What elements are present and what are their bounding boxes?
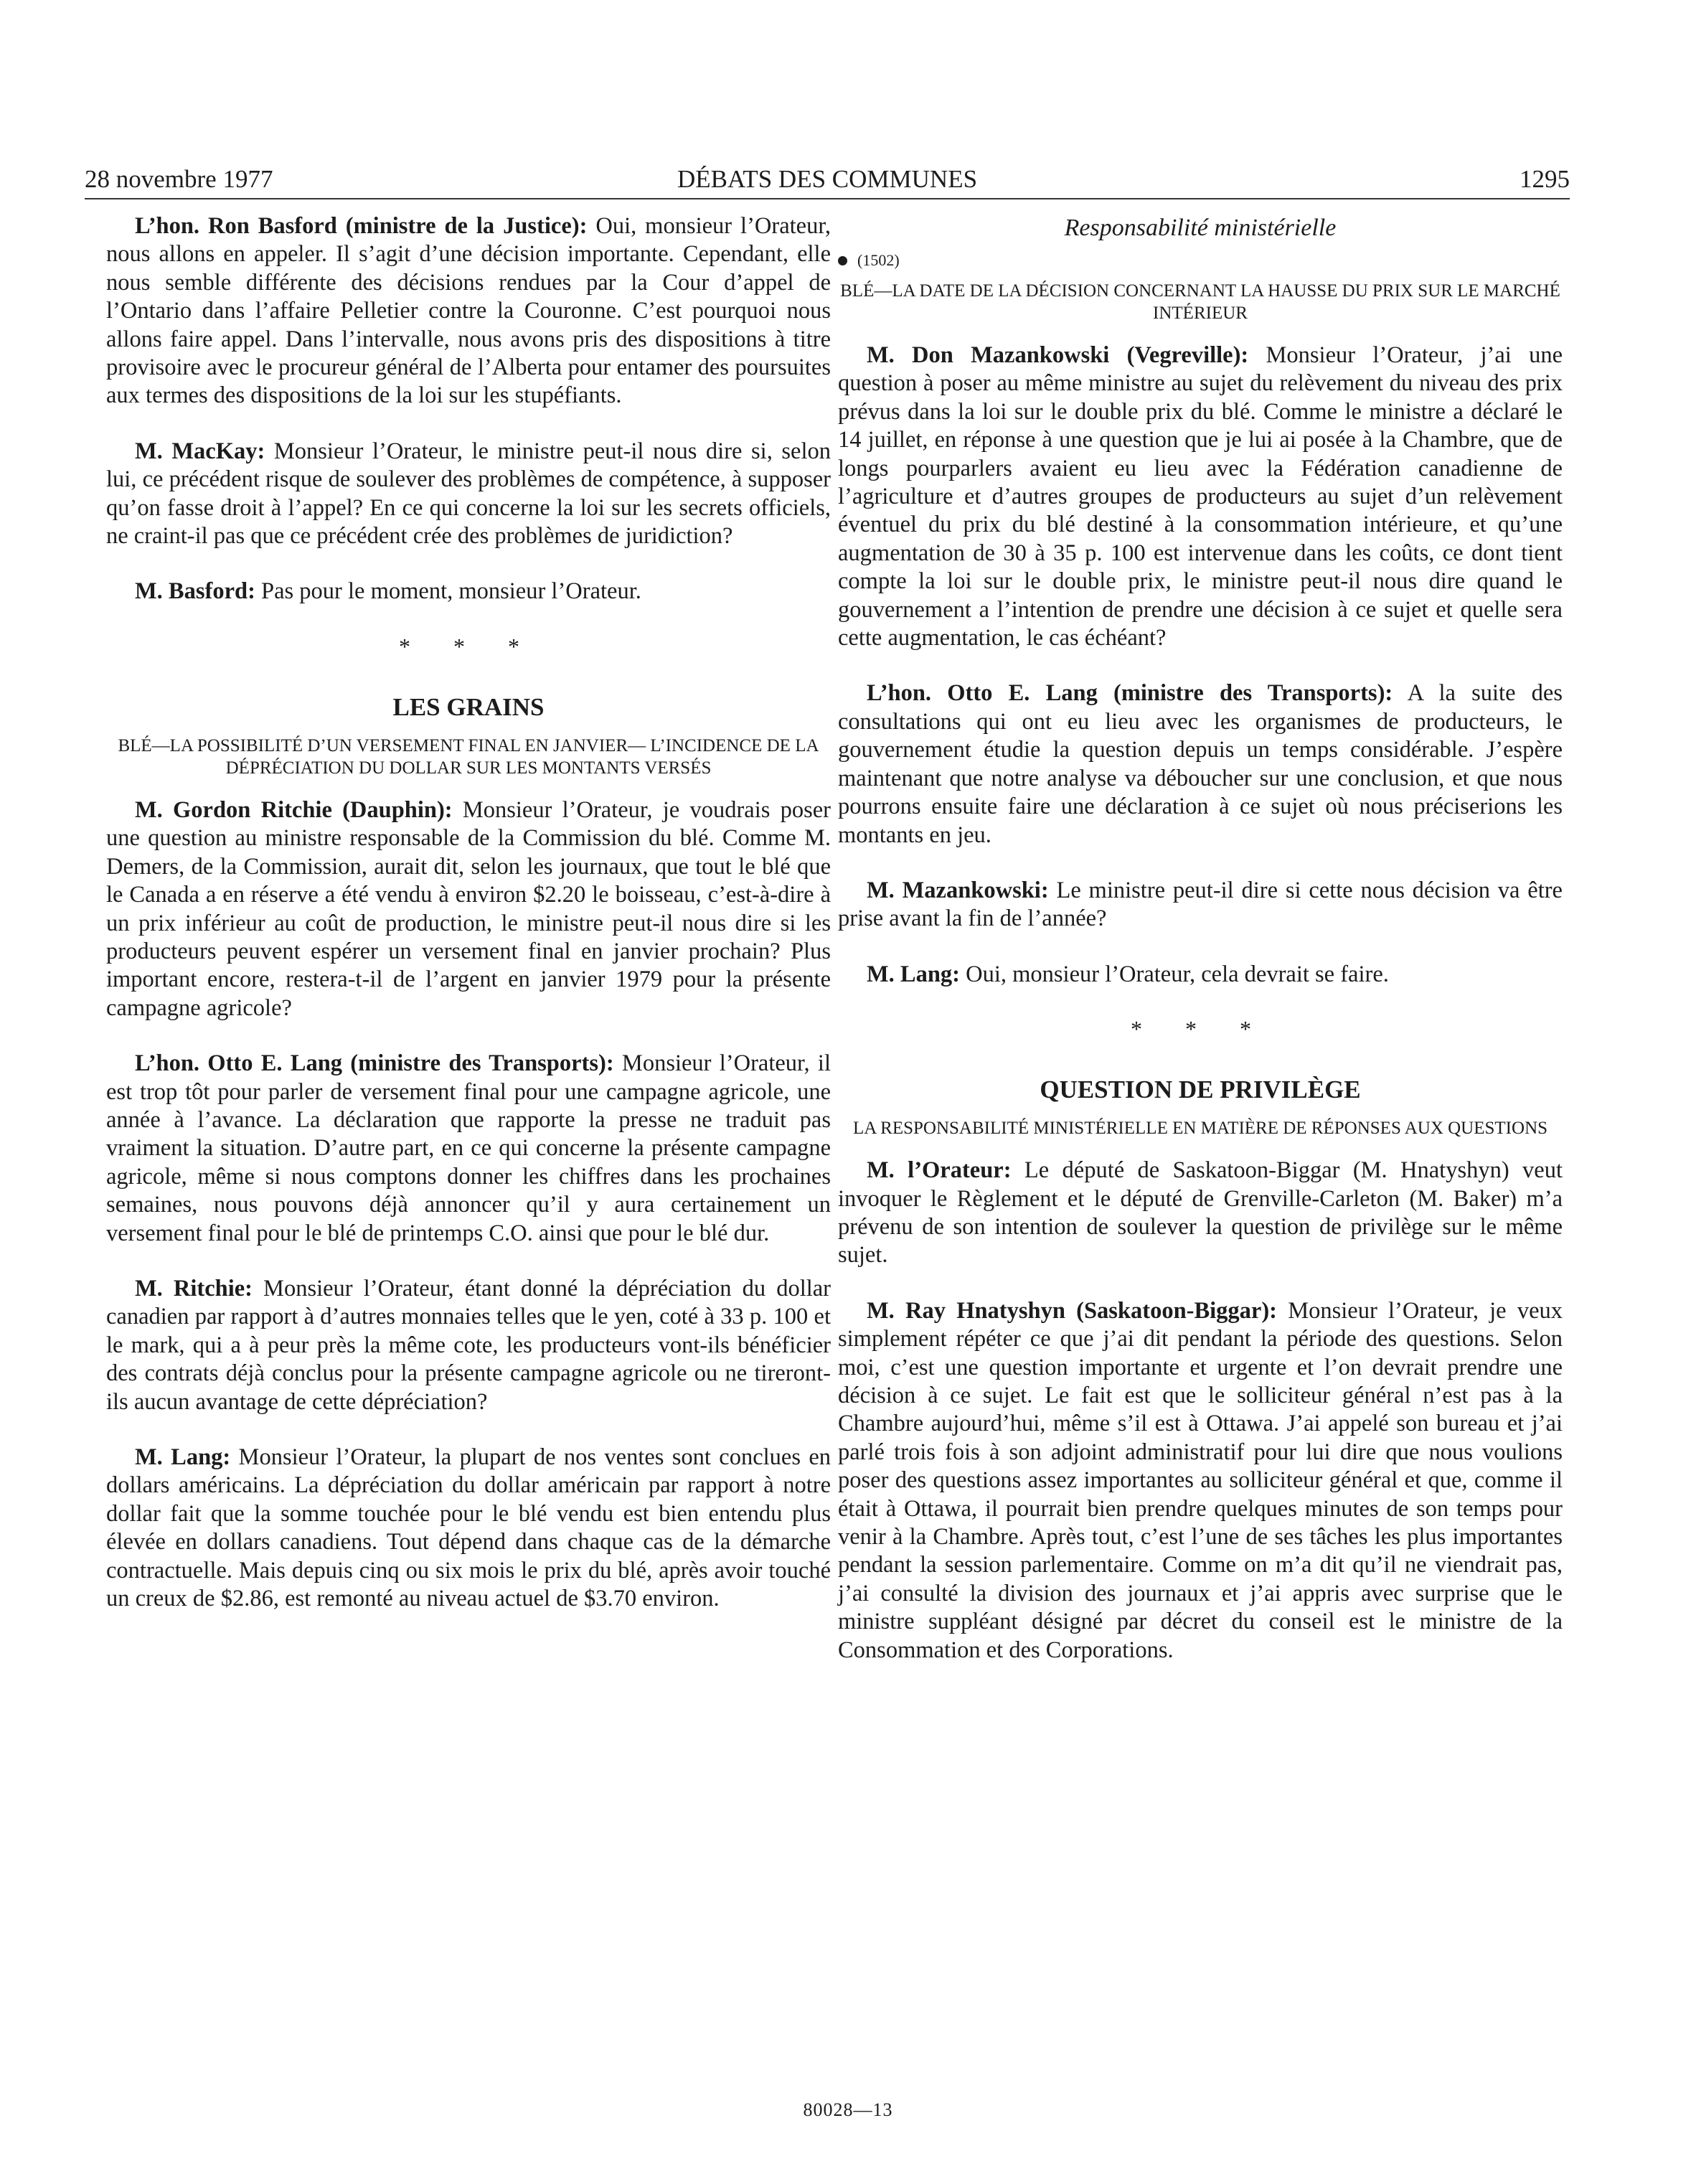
speech-text: Monsieur l’Orateur, je veux simplement répéter ce que j’ai dit pendant la période des questions. Selon moi, c’est une question importante et urgente et l’on devrait prendre une décision à ce sujet. Le fait est que le solliciteur général n’est pas à la Chambre aujourd’hui, même s’il est à Ottawa. J’ai appelé son bureau et j’ai parlé trois fois à son adjoint administratif pour lui dire que nous voulions poser des questions assez importantes au solliciteur général et que, comme il était à Ottawa, il pourrait bien prendre quelques minutes de son temps pour venir à la Chambre. Après tout, c’est l’une de ses tâches les plus importantes pendant la session parlementaire. Comme on m’a dit qu’il ne viendrait pas, j’ai consulté la division des journaux et j’ai appris avec surprise que le ministre suppléant désigné par décret du conseil est le ministre de la Consommation et des Corporations. (838, 1297, 1563, 1663)
speaker-name: M. Basford: (135, 578, 255, 605)
speech-text: Monsieur l’Orateur, la plupart de nos ventes sont conclues en dollars américains. La dépréciation du dollar américain par rapport à notre dollar fait que la somme touchée pour le blé vendu est bien entendu plus élevée en dollars canadiens. Tout dépend dans chaque cas de la démarche contractuelle. Mais depuis cinq ou six mois le prix du blé, après avoir touché un creux de $2.86, est remonté au niveau actuel de $3.70 environ. (106, 1444, 831, 1612)
speaker-name: M. MacKay: (135, 438, 265, 464)
section-separator: * * * (1131, 1016, 1270, 1042)
subheading: BLÉ—LA DATE DE LA DÉCISION CONCERNANT LA HAUSSE DU PRIX SUR LE MARCHÉ INTÉRIEUR (840, 281, 1560, 323)
paragraph (106, 578, 831, 606)
section-title: LES GRAINS (392, 692, 545, 721)
header-title: DÉBATS DES COMMUNES (677, 165, 978, 193)
speech-text: Monsieur l’Orateur, il est trop tôt pour parler de versement final pour une campagne agricole, une année à l’avance. La déclaration que rapporte la presse ne traduit pas vraiment la situation. D’autre part, en ce qui concerne la présente campagne agricole, même si nous comptons donner les chiffres dans les prochaines semaines, nous pouvons déjà annoncer qu’il y aura certainement un versement final pour le blé de printemps C.O. ainsi que pour le blé dur. (106, 1050, 831, 1246)
speaker-name: L’hon. Ron Basford (ministre de la Justice): (135, 213, 588, 239)
page-footer-code: 80028—13 (803, 2099, 893, 2120)
speech-text: Le ministre peut-il dire si cette nous décision va être prise avant la fin de l’année? (838, 877, 1563, 932)
right-column (838, 212, 1563, 1692)
paragraph (106, 1050, 831, 1248)
paragraph (838, 1297, 1563, 1665)
speaker-name: M. Ray Hnatyshyn (Saskatoon-Biggar): (867, 1297, 1278, 1324)
speech-text: Oui, monsieur l’Orateur, nous allons en appeler. Il s’agit d’une décision importante. Cependant, elle nous semble différente des décisions rendues par la Cour d’appel de l’Ontario dans l’affaire Pelletier contre la Couronne. C’est pourquoi nous allons faire appel. Dans l’intervalle, nous avons pris des dispositions à titre provisoire avec le procureur général de l’Alberta pour entamer des poursuites aux termes des dispositions de la loi sur les stupéfiants. (106, 213, 831, 409)
speech-text: Pas pour le moment, monsieur l’Orateur. (255, 578, 641, 605)
speaker-name: M. l’Orateur: (867, 1157, 1012, 1184)
paragraph (106, 438, 831, 551)
header-rule (85, 198, 1570, 199)
bullet-icon (838, 256, 847, 265)
speaker-name: L’hon. Otto E. Lang (ministre des Transports): (867, 680, 1393, 707)
section-title: QUESTION DE PRIVILÈGE (1040, 1075, 1361, 1104)
speech-text: Le député de Saskatoon-Biggar (M. Hnatyshyn) veut invoquer le Règlement et le député de Grenville-Carleton (M. Baker) m’a prévenu de son intention de soulever la question de privilège sur le même sujet. (838, 1157, 1563, 1268)
header-page-number: 1295 (1520, 165, 1570, 193)
speaker-name: M. Lang: (867, 961, 960, 987)
speech-text: Monsieur l’Orateur, étant donné la dépréciation du dollar canadien par rapport à d’autres monnaies telles que le yen, coté à 33 p. 100 et le mark, qui a à peur près la même cote, les producteurs vont-ils bénéficier des contrats déjà conclus pour la présente campagne agricole ou ne tireront-ils aucun avantage de cette dépréciation? (106, 1275, 831, 1415)
speech-text: A la suite des consultations qui ont eu lieu avec les organismes de producteurs, le gouvernement étudie la question depuis un temps considérable. J’espère maintenant que notre analyse va déboucher sur une conclusion, et que nous pourrons ensuite faire une déclaration à ce sujet où nous préciserions les montants en jeu. (838, 680, 1563, 848)
speech-text: Oui, monsieur l’Orateur, cela devrait se faire. (960, 961, 1389, 987)
speaker-name: M. Don Mazankowski (Vegreville): (867, 342, 1249, 368)
speaker-name: M. Gordon Ritchie (Dauphin): (135, 796, 453, 823)
speech-text: Monsieur l’Orateur, je voudrais poser une question au ministre responsable de la Commission du blé. Comme M. Demers, de la Commission, aurait dit, selon les journaux, que tout le blé que le Canada a en réserve a été vendu à environ $2.20 le boisseau, c’est-à-dire à un prix inférieur au coût de production, le ministre peut-il nous dire si les producteurs peuvent espérer un versement final en janvier prochain? Plus important encore, restera-t-il de l’argent en janvier 1979 pour la présente campagne agricole? (106, 796, 831, 1021)
paragraph (106, 796, 831, 1022)
speech-text: Monsieur l’Orateur, le ministre peut-il nous dire si, selon lui, ce précédent risque de soulever des problèmes de compétence, à supposer qu’on fasse droit à l’appel? En ce qui concerne la loi sur les secrets officiels, ne craint-il pas que ce précédent crée des problèmes de juridiction? (106, 438, 831, 550)
speaker-name: M. Mazankowski: (867, 877, 1049, 903)
paragraph (838, 877, 1563, 933)
paragraph (106, 1444, 831, 1613)
header-date: 28 novembre 1977 (85, 165, 273, 193)
left-column (106, 212, 831, 1640)
subheading: BLÉ—LA POSSIBILITÉ D’UN VERSEMENT FINAL EN JANVIER— L’INCIDENCE DE LA DÉPRÉCIATION DU DOLLAR SUR LES MONTANTS VERSÉS (118, 735, 819, 778)
speaker-name: L’hon. Otto E. Lang (ministre des Transports): (135, 1050, 614, 1077)
paragraph (106, 1275, 831, 1416)
speaker-name: M. Lang: (135, 1444, 231, 1470)
speech-text: Monsieur l’Orateur, j’ai une question à poser au même ministre au sujet du relèvement du niveau des prix prévus dans la loi sur le double prix du blé. Comme le ministre a déclaré le 14 juillet, en réponse à une question que je lui ai posée à la Chambre, que de longs pourparlers avaient eu lieu avec la Fédération canadienne de l’agriculture et d’autres groupes de producteurs au sujet d’un relèvement éventuel du prix du blé destiné à la consommation intérieure, et qu’une augmentation de 30 à 35 p. 100 est intervenue dans les coûts, ce dont tient compte la loi sur le double prix, le ministre peut-il nous dire quand le gouvernement a l’intention de prendre une décision à ce sujet et quelle sera cette augmentation, le cas échéant? (838, 342, 1563, 651)
subheading: LA RESPONSABILITÉ MINISTÉRIELLE EN MATIÈRE DE RÉPONSES AUX QUESTIONS (852, 1119, 1548, 1139)
speaker-name: M. Ritchie: (135, 1275, 253, 1302)
paragraph (838, 961, 1563, 989)
paragraph (838, 342, 1563, 652)
paragraph (838, 1157, 1563, 1270)
paragraph (838, 679, 1563, 849)
running-head: Responsabilité ministérielle (1064, 215, 1337, 241)
page-header (85, 162, 1570, 198)
timestamp-text: (1502) (857, 251, 900, 269)
paragraph (106, 212, 831, 410)
timestamp (838, 250, 1563, 271)
section-separator: * * * (399, 633, 538, 659)
